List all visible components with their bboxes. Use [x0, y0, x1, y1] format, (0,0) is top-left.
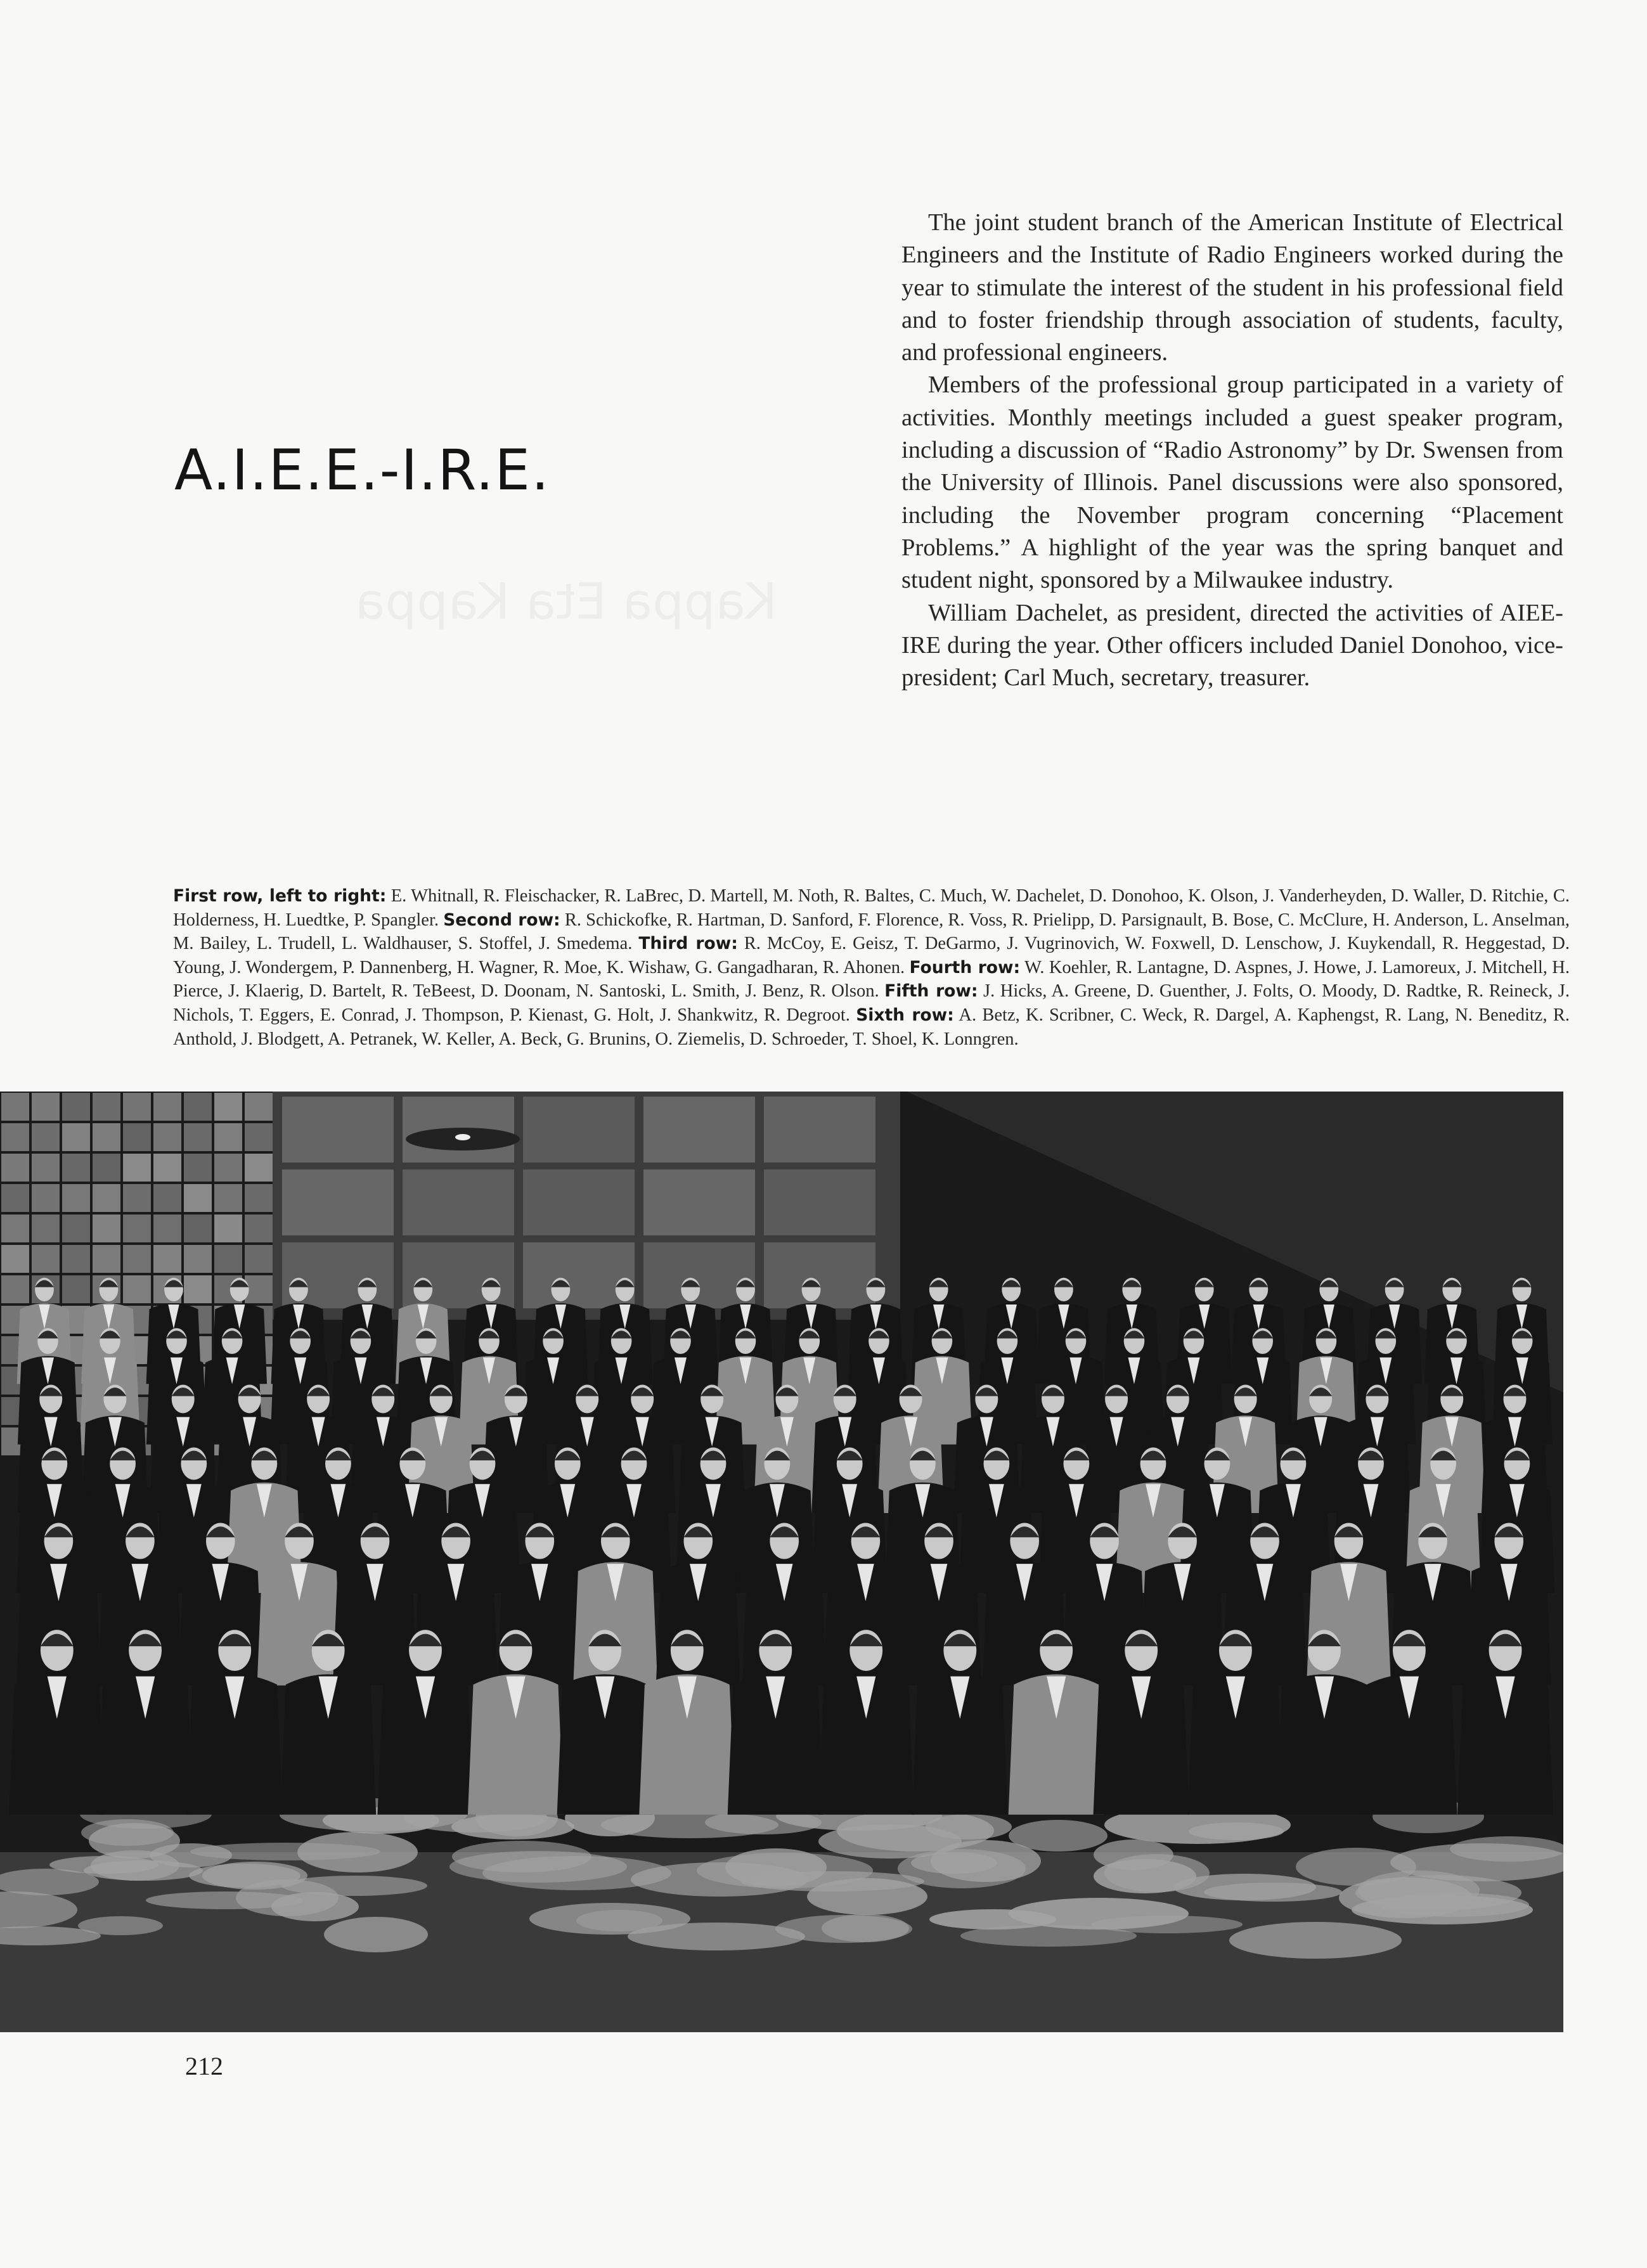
caption-row-label: Third row:	[638, 934, 738, 954]
article-paragraph: The joint student branch of the American Institute of Electrical Engineers and the Institute of Radio Engineers worked during the year to stimulate the interest of the student in his professional field and to foster friendship through association of students, faculty, and professional engineers.	[901, 209, 1563, 366]
caption-row-names: E. Whitnall, R. Fleischacker, R. LaBrec, D. Martell, M. Noth, R. Baltes, C. Much, W. Dachelet, D. Donohoo, K. Olson, J. Vanderheyden, D. Waller, D. Ritchie, C. Holderness, H. Luedtke, P. Spangler.	[173, 886, 1570, 930]
caption-row-names: J. Hicks, A. Greene, D. Guenther, J. Folts, O. Moody, D. Radtke, R. Reineck, J. Nichols, T. Eggers, E. Conrad, J. Thompson, P. Kienast, G. Holt, J. Shankwitz, R. Degroot.	[173, 981, 1570, 1025]
article-paragraph: William Dachelet, as president, directed the activities of AIEE-IRE during the year. Other officers included Daniel Donohoo, vice-president; Carl Much, secretary, treasurer.	[901, 599, 1563, 692]
ceiling-light	[455, 1134, 470, 1140]
caption-row-names: W. Koehler, R. Lantagne, D. Aspnes, J. Howe, J. Lamoreux, J. Mitchell, H. Pierce, J. Klaerig, D. Bartelt, R. TeBeest, D. Doonam, N. Santoski, L. Smith, J. Benz, R. Olson.	[173, 957, 1570, 1002]
page-title: A.I.E.E.-I.R.E.	[174, 437, 550, 503]
article-paragraph: Members of the professional group participated in a variety of activities. Monthly meetings included a guest speaker program, including a discussion of “Radio Astronomy” by Dr. Swensen from the University of Illinois. Panel discussions were also sponsored, including the November program concerning “Placement Problems.” A highlight of the year was the spring banquet and student night, sponsored by a Milwaukee industry.	[901, 371, 1563, 594]
people-row	[9, 1630, 1553, 1815]
caption-row-names: R. Schickofke, R. Hartman, D. Sanford, F. Florence, R. Voss, R. Prielipp, D. Parsignault, B. Bose, C. McClure, H. Anderson, L. Anselman, M. Bailey, L. Trudell, L. Waldhauser, S. Stoffel, J. Smedema.	[173, 910, 1570, 954]
bleed-through-text: Kappa Eta Kappa	[355, 574, 778, 631]
caption-row-label: First row, left to right:	[173, 886, 387, 906]
page-number: 212	[185, 2052, 223, 2080]
building-windows	[282, 1097, 875, 1308]
caption-row-label: Sixth row:	[856, 1005, 954, 1025]
caption-row-label: Second row:	[443, 910, 560, 930]
caption-row-names: R. McCoy, E. Geisz, T. DeGarmo, J. Vugrinovich, W. Foxwell, D. Lenschow, J. Kuykendall, R. Heggestad, D. Young, J. Wondergem, P. Dannenberg, H. Wagner, R. Moe, K. Wishaw, G. Gangadharan, R. Ahonen.	[173, 934, 1570, 977]
article-text	[901, 207, 1563, 694]
caption-row-label: Fourth row:	[909, 957, 1021, 977]
photo-caption	[173, 884, 1570, 1051]
group-photograph	[0, 1092, 1563, 2032]
group-photograph-drawing	[0, 1092, 1563, 2032]
caption-row-names: A. Betz, K. Scribner, C. Weck, R. Dargel, A. Kaphengst, R. Lang, N. Beneditz, R. Anthold, J. Blodgett, A. Petranek, W. Keller, A. Beck, G. Brunins, O. Ziemelis, D. Schroeder, T. Shoel, K. Lonngren.	[173, 1005, 1570, 1049]
caption-row-label: Fifth row:	[884, 981, 978, 1002]
